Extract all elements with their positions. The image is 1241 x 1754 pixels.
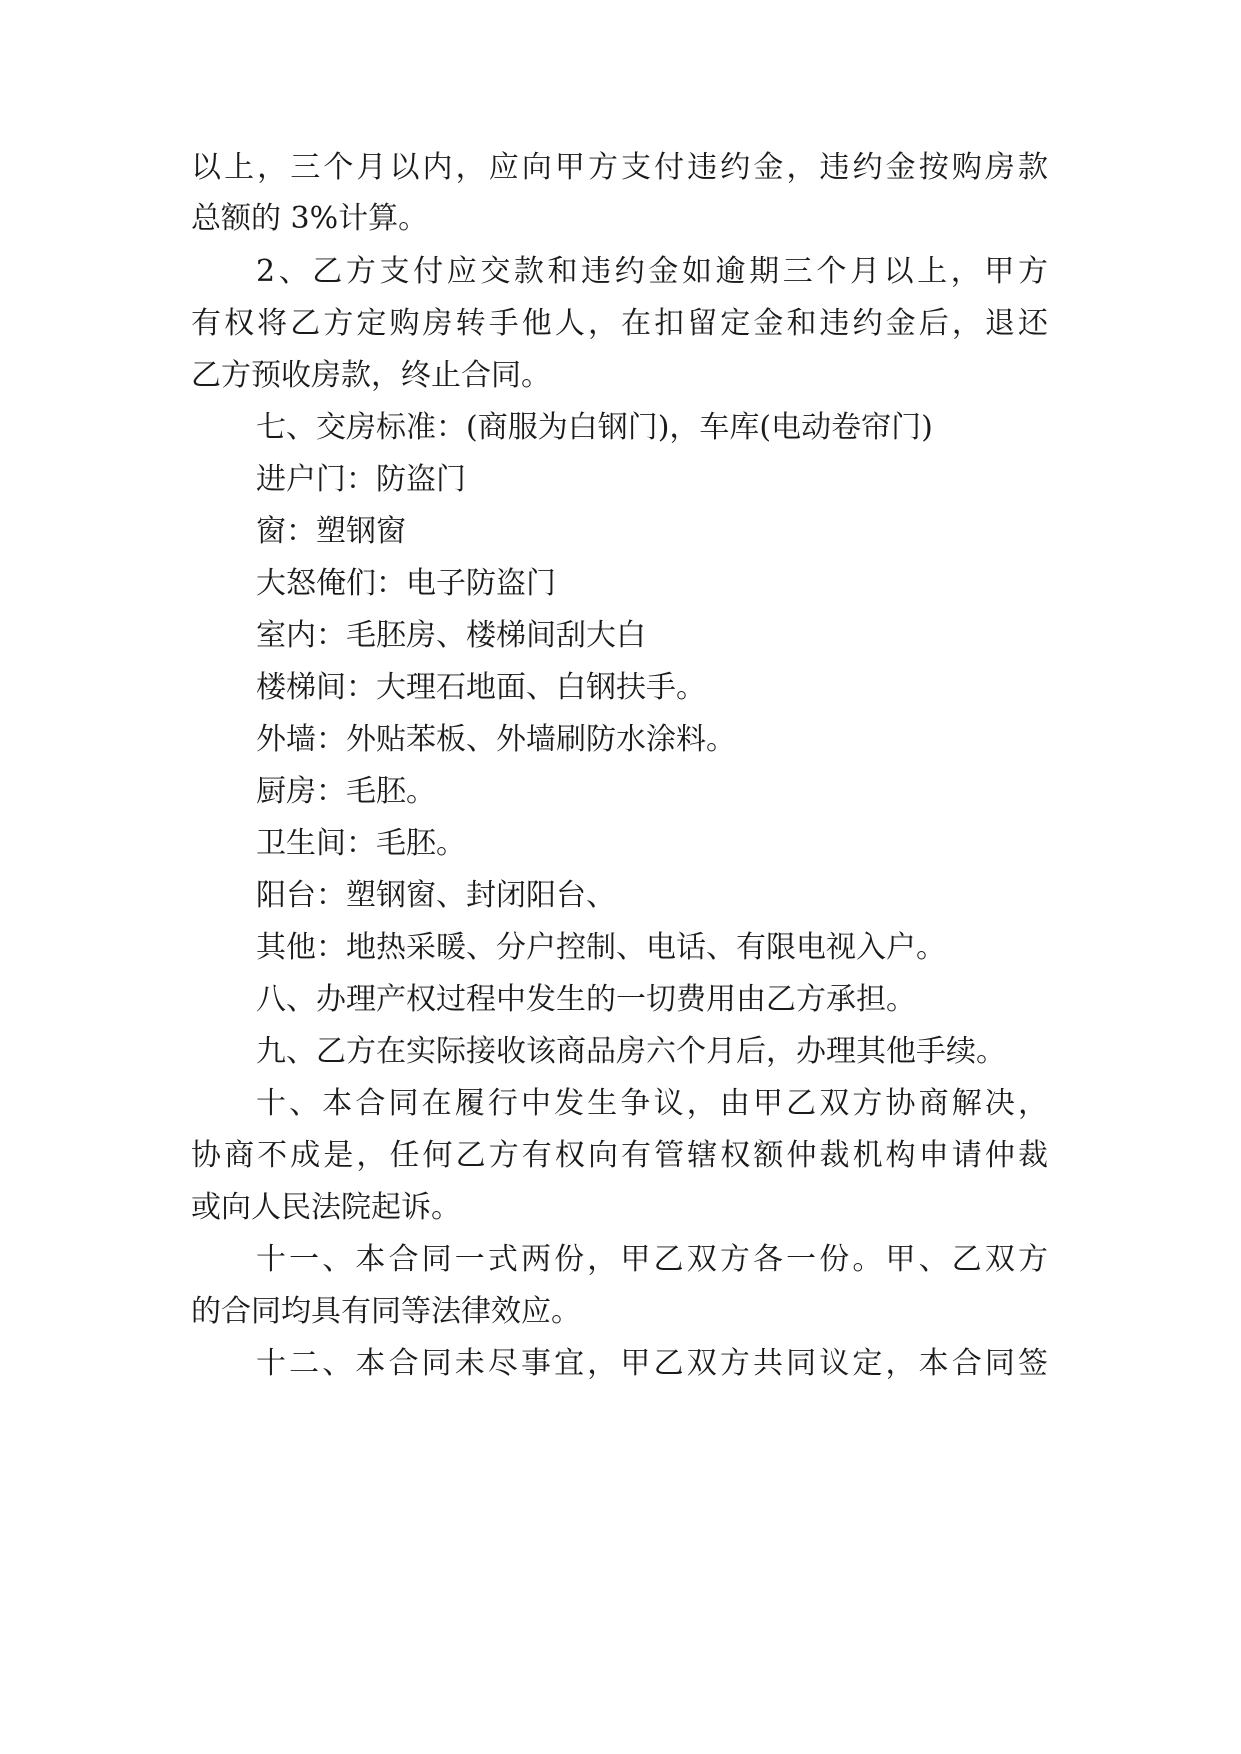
text-line: 十一、本合同一式两份，甲乙双方各一份。甲、乙双方 [256, 1242, 1048, 1277]
text-line: 八、办理产权过程中发生的一切费用由乙方承担。 [256, 982, 916, 1017]
text-line: 十二、本合同未尽事宜，甲乙双方共同议定，本合同签 [256, 1346, 1048, 1381]
text-line: 总额的 3%计算。 [191, 201, 429, 236]
text-line: 大怒俺们：电子防盗门 [256, 566, 556, 601]
text-line: 其他：地热采暖、分户控制、电话、有限电视入户。 [256, 930, 946, 965]
text-line: 阳台：塑钢窗、封闭阳台、 [256, 878, 616, 913]
text-line: 十、本合同在履行中发生争议，由甲乙双方协商解决， [256, 1086, 1048, 1121]
text-line: 有权将乙方定购房转手他人，在扣留定金和违约金后，退还 [191, 306, 1048, 341]
text-line: 卫生间：毛胚。 [256, 826, 466, 861]
text-line: 室内：毛胚房、楼梯间刮大白 [256, 618, 646, 653]
text-line: 厨房：毛胚。 [256, 774, 436, 809]
text-line: 进户门：防盗门 [256, 462, 466, 497]
text-line: 乙方预收房款，终止合同。 [191, 358, 551, 393]
text-line: 2、乙方支付应交款和违约金如逾期三个月以上，甲方 [256, 254, 1048, 289]
text-line: 窗：塑钢窗 [256, 514, 406, 549]
text-line: 七、交房标准：(商服为白钢门)，车库(电动卷帘门) [256, 410, 933, 445]
text-line: 或向人民法院起诉。 [191, 1190, 461, 1225]
text-line: 九、乙方在实际接收该商品房六个月后，办理其他手续。 [256, 1034, 1006, 1069]
text-line: 协商不成是，任何乙方有权向有管辖权额仲裁机构申请仲裁 [191, 1138, 1048, 1173]
text-line: 外墙：外贴苯板、外墙刷防水涂料。 [256, 722, 736, 757]
text-line: 以上，三个月以内，应向甲方支付违约金，违约金按购房款 [191, 150, 1048, 185]
text-line: 的合同均具有同等法律效应。 [191, 1294, 581, 1329]
text-line: 楼梯间：大理石地面、白钢扶手。 [256, 670, 706, 705]
